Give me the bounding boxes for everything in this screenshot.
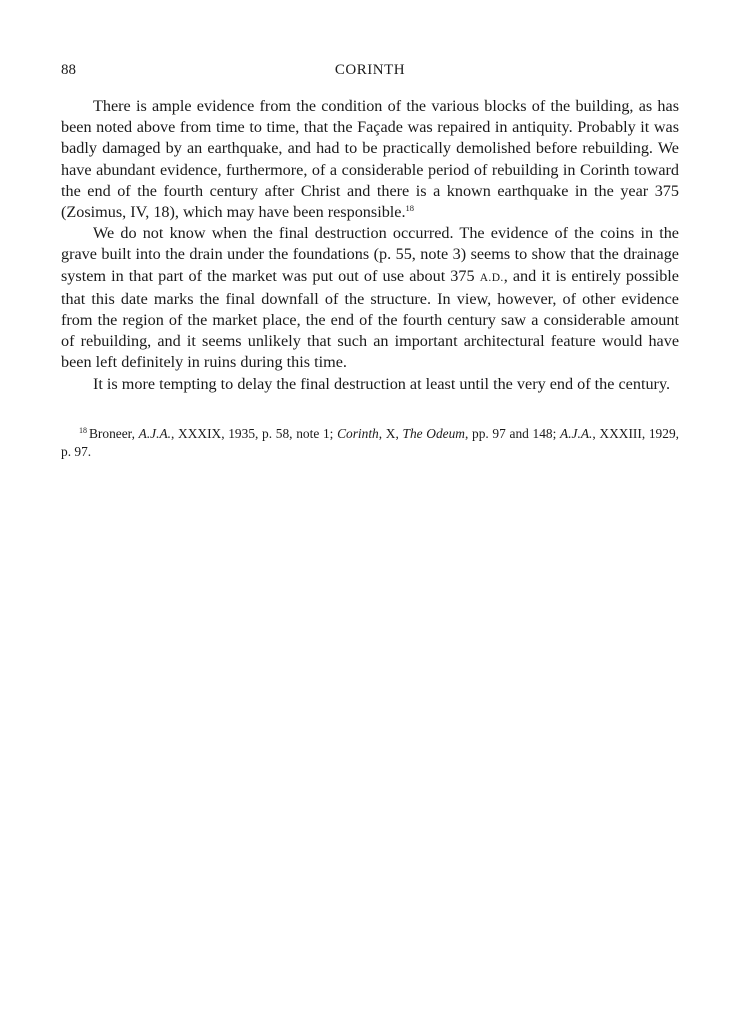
paragraph-2-text-before: We do not know when the final destruction occurred. The evidence of the coins in the grave built into the drain under the foundations (p. 55, note 3) seems to show that the drainage system in that part of the market was put out of use about 375 [61, 224, 679, 285]
paragraph-3-text: It is more tempting to delay the final destruction at least until the very end of the century. [93, 374, 671, 393]
footnote-citation-2: , X, [378, 425, 403, 441]
paragraph-3 [61, 374, 679, 395]
era-abbreviation: A.D. [479, 271, 504, 284]
running-head [61, 58, 679, 82]
footnote-author: Broneer, [89, 425, 135, 441]
footnote-citation-4: , XXXIII, 1929, p. 97. [61, 425, 679, 460]
footnote-citation-3: , pp. 97 and 148; [464, 425, 561, 441]
body-text [61, 96, 679, 395]
running-title: CORINTH [334, 62, 406, 78]
footnote-volume-title: The Odeum [402, 425, 465, 441]
paragraph-2-text-after: , and it is entirely possible that this date marks the final downfall of the structure. In view, however, of other evidence from the region of the market place, the end of the fourth century saw a considerable amount of rebuilding, and it seems unlikely that such an important architectural feature would have been left definitely in ruins during this time. [61, 266, 679, 372]
footnote-series: Corinth [337, 425, 379, 441]
footnotes [61, 425, 679, 462]
footnote-journal-2: A.J.A. [560, 425, 593, 441]
footnote-number: 18 [79, 425, 87, 435]
footnote-reference-18: 18 [405, 203, 415, 214]
footnote-18 [61, 425, 679, 462]
footnote-citation-1: , XXXIX, 1935, p. 58, note 1; [171, 425, 338, 441]
footnote-journal-1: A.J.A. [138, 425, 172, 441]
paragraph-1-text: There is ample evidence from the condition of the various blocks of the building, as has been noted above from time to time, that the Façade was repaired in antiquity. Probably it was badly damaged by an earthquake, and had to be practically demolished before rebuilding. We have abundant evidence, furthermore, of a considerable period of rebuilding in Corinth toward the end of the fourth century after Christ and there is a known earthquake in the year 375 (Zosimus, IV, 18), which may have been responsible. [61, 97, 679, 222]
paragraph-1 [61, 96, 679, 223]
document-page [61, 58, 679, 462]
paragraph-2 [61, 223, 679, 373]
page-number: 88 [61, 62, 76, 78]
